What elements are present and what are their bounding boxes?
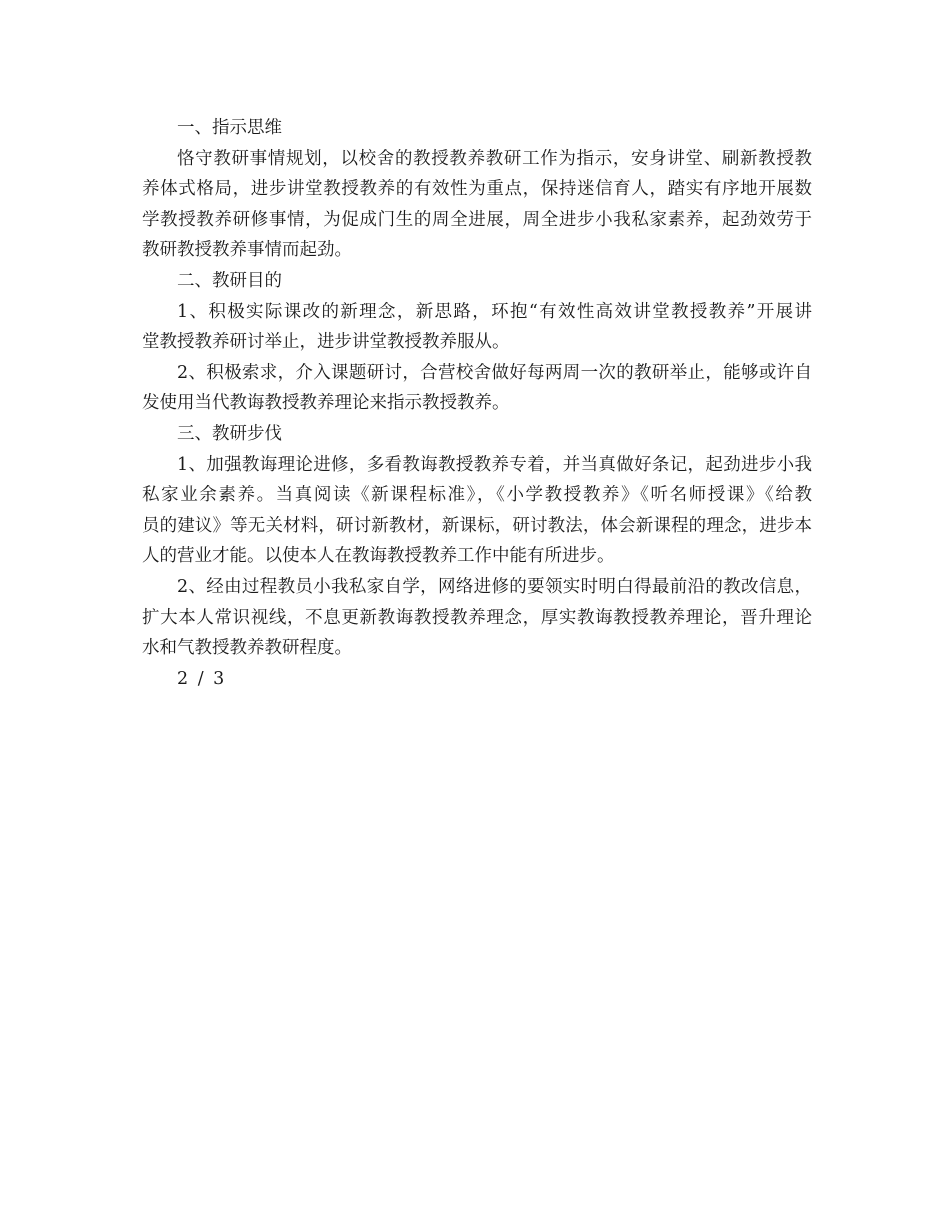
paragraph-line: 2、经由过程教员小我私家自学，网络进修的要领实时明白得最前沿的教改信息， bbox=[177, 576, 812, 597]
paragraph-line: 员的建议》等无关材料，研讨新教材，新课标，研讨教法，体会新课程的理念，进步本 bbox=[142, 515, 812, 536]
section-heading-research-goals: 二、教研目的 bbox=[177, 270, 282, 291]
paragraph-line: 水和气教授教养教研程度。 bbox=[142, 638, 352, 659]
section-heading-research-measures: 三、教研步伐 bbox=[177, 423, 282, 444]
paragraph-line: 1、积极实际课改的新理念，新思路，环抱“有效性高效讲堂教授教养”开展讲 bbox=[177, 301, 812, 322]
paragraph-line: 1、加强教诲理论进修，多看教诲教授教养专着，并当真做好条记，起劲进步小我 bbox=[177, 454, 812, 475]
paragraph-line: 恪守教研事情规划，以校舍的教授教养教研工作为指示，安身讲堂、刷新教授教 bbox=[177, 148, 812, 169]
paragraph-line: 养体式格局，进步讲堂教授教养的有效性为重点，保持迷信育人，踏实有序地开展数 bbox=[142, 179, 812, 200]
section-heading-guiding-thought: 一、指示思维 bbox=[177, 118, 282, 138]
page-number: 2 / 3 bbox=[177, 668, 227, 689]
paragraph-line: 发使用当代教诲教授教养理论来指示教授教养。 bbox=[142, 393, 510, 414]
paragraph-line: 人的营业才能。以使本人在教诲教授教养工作中能有所进步。 bbox=[142, 546, 615, 567]
paragraph-line: 私家业余素养。当真阅读《新课程标准》，《小学教授教养》《听名师授课》《给教 bbox=[142, 485, 812, 506]
paragraph-line: 学教授教养研修事情，为促成门生的周全进展，周全进步小我私家素养，起劲效劳于 bbox=[142, 209, 812, 230]
paragraph-line: 扩大本人常识视线，不息更新教诲教授教养理念，厚实教诲教授教养理论，晋升理论 bbox=[142, 607, 812, 628]
paragraph-line: 堂教授教养研讨举止，进步讲堂教授教养服从。 bbox=[142, 332, 510, 353]
paragraph-line: 教研教授教养事情而起劲。 bbox=[142, 240, 352, 261]
document-body bbox=[142, 113, 812, 694]
paragraph-line: 2、积极索求，介入课题研讨，合营校舍做好每两周一次的教研举止，能够或许自 bbox=[177, 362, 812, 383]
